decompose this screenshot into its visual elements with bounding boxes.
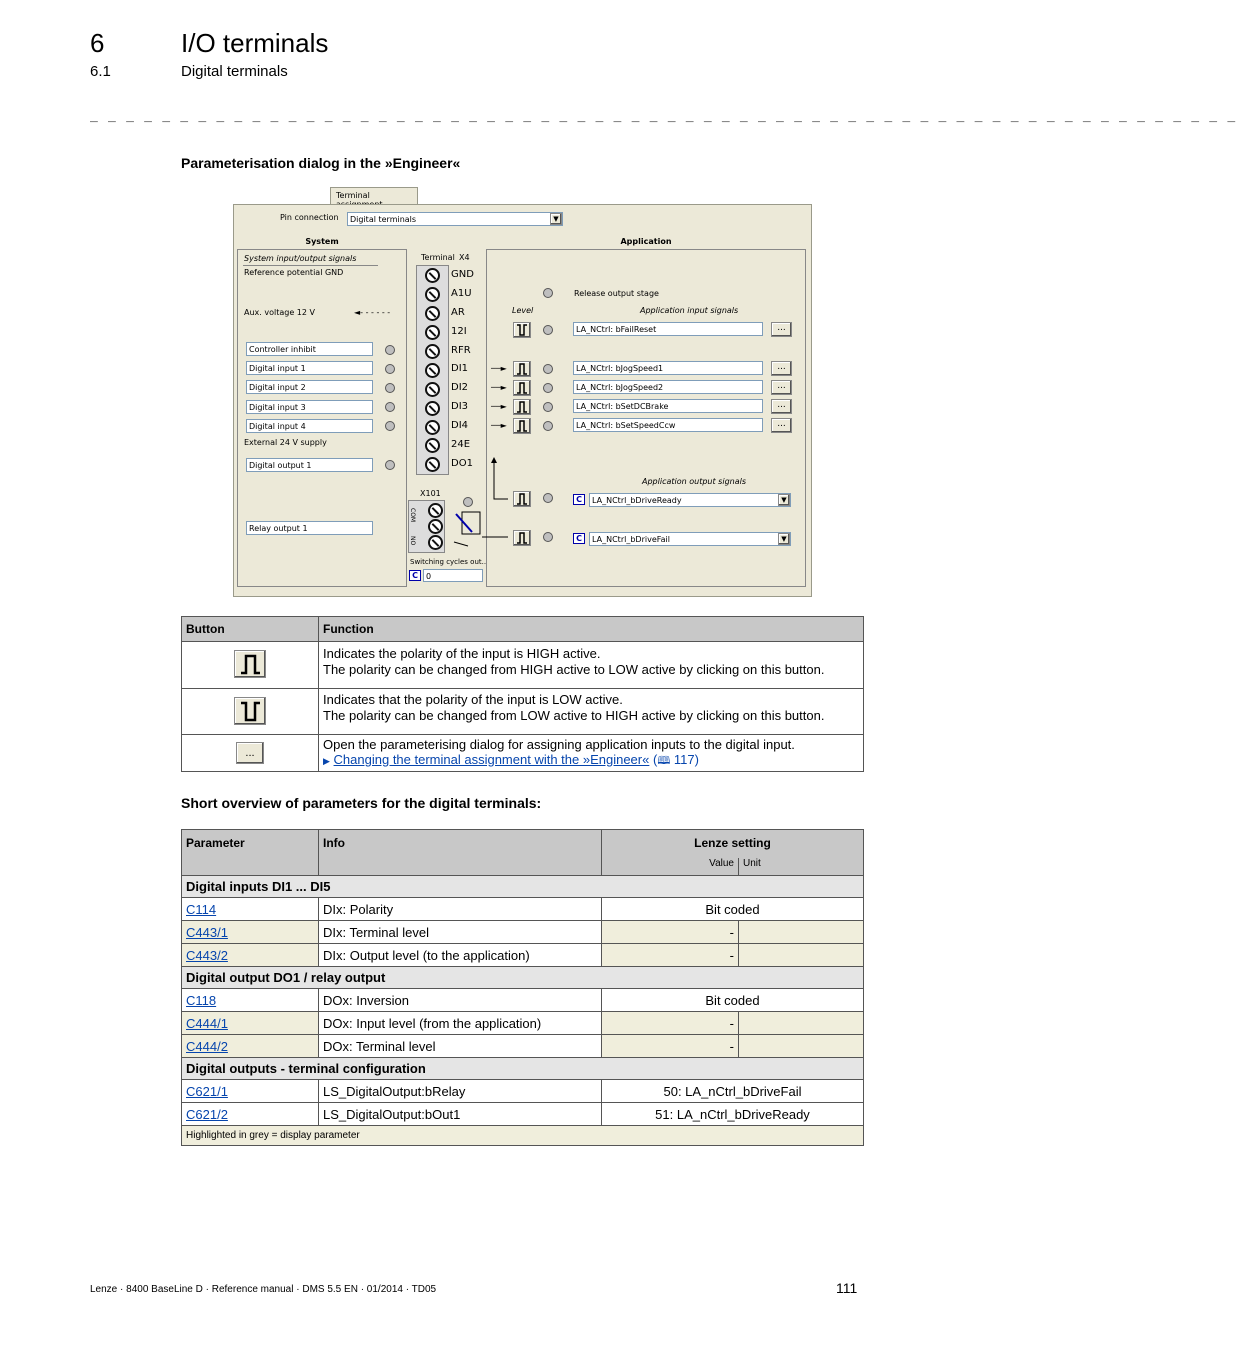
parameter-link[interactable]: C443/2 bbox=[186, 947, 228, 963]
parameter-info-cell: DIx: Output level (to the application) bbox=[319, 944, 602, 967]
c-code-icon[interactable]: C bbox=[573, 494, 585, 505]
status-led bbox=[543, 493, 553, 503]
low-active-button[interactable] bbox=[513, 322, 531, 338]
parameter-code-cell bbox=[182, 1035, 319, 1058]
c-code-icon[interactable]: C bbox=[409, 570, 421, 581]
lenze-setting-cell: 50: LA_nCtrl_bDriveFail bbox=[602, 1080, 864, 1103]
parameter-info-cell: LS_DigitalOutput:bRelay bbox=[319, 1080, 602, 1103]
status-led bbox=[543, 364, 553, 374]
terminal-screw-icon bbox=[428, 535, 443, 550]
status-led bbox=[543, 532, 553, 542]
app-input-field: LA_NCtrl: bJogSpeed1 bbox=[573, 361, 763, 375]
x101-label: X101 bbox=[420, 489, 441, 498]
pin-connection-value: Digital terminals bbox=[350, 215, 417, 224]
button-cell bbox=[182, 689, 319, 735]
page-ref[interactable]: 117 bbox=[670, 752, 695, 767]
terminal-do1: DO1 bbox=[451, 458, 473, 469]
triangle-right-icon: ▶ bbox=[323, 756, 330, 766]
status-led bbox=[543, 383, 553, 393]
button-cell bbox=[182, 642, 319, 689]
arrow-left-icon: ◄- - - - - - bbox=[354, 308, 391, 317]
terminal-di3: DI3 bbox=[451, 401, 469, 412]
app-output-value: LA_NCtrl_bDriveReady bbox=[592, 496, 682, 505]
parameter-table bbox=[181, 829, 864, 1146]
high-active-icon bbox=[514, 381, 530, 395]
section-number: 6.1 bbox=[90, 63, 111, 80]
chapter-number: 6 bbox=[90, 28, 105, 58]
terminal-screw-icon bbox=[425, 382, 440, 397]
parameter-info-cell: DOx: Terminal level bbox=[319, 1035, 602, 1058]
app-output-select[interactable] bbox=[589, 532, 791, 546]
app-output-value: LA_NCtrl_bDriveFail bbox=[592, 535, 670, 544]
parameter-link[interactable]: C118 bbox=[186, 992, 217, 1008]
status-led bbox=[385, 345, 395, 355]
link-paren-close: ) bbox=[694, 752, 699, 767]
table-row bbox=[182, 1080, 864, 1103]
col-unit: Unit bbox=[739, 858, 864, 876]
terminal-label: Terminal bbox=[421, 253, 455, 262]
parameter-info-cell: DIx: Terminal level bbox=[319, 921, 602, 944]
terminal-24e: 24E bbox=[451, 439, 471, 450]
status-led bbox=[385, 364, 395, 374]
terminal-screw-icon bbox=[425, 268, 440, 283]
function-line: Open the parameterising dialog for assigning application inputs to the digital input. bbox=[323, 737, 795, 752]
status-led bbox=[385, 402, 395, 412]
low-active-icon bbox=[514, 323, 530, 337]
system-title: System bbox=[305, 237, 339, 246]
lenze-unit-cell bbox=[739, 921, 864, 944]
parameter-code-cell bbox=[182, 944, 319, 967]
terminal-screw-icon bbox=[425, 457, 440, 472]
app-input-field: LA_NCtrl: bSetSpeedCcw bbox=[573, 418, 763, 432]
terminal-di1: DI1 bbox=[451, 363, 469, 374]
lenze-unit-cell bbox=[739, 1012, 864, 1035]
level-label: Level bbox=[512, 306, 534, 315]
parameter-link[interactable]: C621/1 bbox=[186, 1083, 228, 1099]
app-input-field: LA_NCtrl: bSetDCBrake bbox=[573, 399, 763, 413]
chevron-down-icon[interactable]: ▼ bbox=[778, 533, 790, 545]
system-signals-label: System input/output signals bbox=[244, 254, 357, 263]
ref-gnd-label: Reference potential GND bbox=[244, 268, 344, 277]
app-input-field: LA_NCtrl: bFailReset bbox=[573, 322, 763, 336]
low-active-button-icon bbox=[234, 697, 266, 725]
table-row bbox=[182, 989, 864, 1012]
high-active-button[interactable] bbox=[513, 380, 531, 396]
app-output-select[interactable] bbox=[589, 493, 791, 507]
terminal-di2: DI2 bbox=[451, 382, 469, 393]
status-led bbox=[463, 497, 473, 507]
col-parameter: Parameter bbox=[182, 830, 319, 876]
group-header: Digital output DO1 / relay output bbox=[182, 967, 864, 989]
group-header: Digital inputs DI1 ... DI5 bbox=[182, 876, 864, 898]
col-value: Value bbox=[602, 858, 739, 876]
high-active-icon bbox=[514, 400, 530, 414]
arrow-right-icon: ──► bbox=[491, 402, 507, 411]
lenze-value-cell: - bbox=[602, 1012, 739, 1035]
overview-heading: Short overview of parameters for the digital terminals: bbox=[181, 795, 542, 811]
high-active-button[interactable] bbox=[513, 361, 531, 377]
table-row bbox=[182, 944, 864, 967]
table-row bbox=[182, 921, 864, 944]
parameter-link[interactable]: C114 bbox=[186, 901, 217, 917]
group-header: Digital outputs - terminal configuration bbox=[182, 1058, 864, 1080]
switching-cycles-value: 0 bbox=[423, 569, 483, 582]
book-icon: 🕮 bbox=[657, 755, 671, 767]
output-wiring bbox=[480, 455, 510, 545]
terminal-gnd: GND bbox=[451, 269, 474, 280]
button-cell bbox=[182, 735, 319, 772]
x4-label: X4 bbox=[459, 253, 470, 262]
high-active-icon bbox=[514, 531, 530, 545]
parameter-link[interactable]: C444/2 bbox=[186, 1038, 228, 1054]
parameter-code-cell bbox=[182, 921, 319, 944]
app-input-signals-label: Application input signals bbox=[640, 306, 739, 315]
high-active-button[interactable] bbox=[513, 399, 531, 415]
terminal-screw-icon bbox=[425, 438, 440, 453]
high-active-icon bbox=[514, 492, 530, 506]
terminal-screw-icon bbox=[425, 287, 440, 302]
parameter-link[interactable]: C444/1 bbox=[186, 1015, 228, 1031]
high-active-icon bbox=[514, 362, 530, 376]
status-led bbox=[543, 421, 553, 431]
pin-connection-select[interactable] bbox=[347, 212, 563, 226]
table-row bbox=[182, 898, 864, 921]
chevron-down-icon[interactable]: ▼ bbox=[778, 494, 790, 506]
parameter-code-cell bbox=[182, 898, 319, 921]
parameter-info-cell: LS_DigitalOutput:bOut1 bbox=[319, 1103, 602, 1126]
parameter-code-cell bbox=[182, 1012, 319, 1035]
parameter-code-cell bbox=[182, 1080, 319, 1103]
arrow-right-icon: ──► bbox=[491, 364, 507, 373]
terminal-screw-icon bbox=[425, 325, 440, 340]
arrow-right-icon: ──► bbox=[491, 383, 507, 392]
table-row bbox=[182, 1012, 864, 1035]
lenze-value-cell: - bbox=[602, 944, 739, 967]
sys-field-digital-input-4: Digital input 4 bbox=[246, 419, 373, 433]
col-button: Button bbox=[182, 617, 319, 642]
app-output-signals-label: Application output signals bbox=[642, 477, 747, 486]
sys-field-digital-input-2: Digital input 2 bbox=[246, 380, 373, 394]
high-active-button[interactable] bbox=[513, 530, 531, 546]
aux-voltage-label: Aux. voltage 12 V bbox=[244, 308, 315, 317]
terminal-ar: AR bbox=[451, 307, 465, 318]
lenze-unit-cell bbox=[739, 944, 864, 967]
cross-reference bbox=[323, 752, 859, 769]
col-info: Info bbox=[319, 830, 602, 876]
ellipsis-button[interactable]: ... bbox=[771, 361, 792, 376]
table-row bbox=[182, 1103, 864, 1126]
application-title: Application bbox=[620, 237, 672, 246]
chapter-title: I/O terminals bbox=[181, 28, 329, 58]
parameter-code-cell bbox=[182, 1103, 319, 1126]
status-led bbox=[385, 383, 395, 393]
function-cell bbox=[319, 735, 864, 772]
col-lenze-setting: Lenze setting bbox=[602, 830, 864, 858]
terminal-rfr: RFR bbox=[451, 345, 471, 356]
section-title: Digital terminals bbox=[181, 63, 288, 80]
relay-pin-no: NO bbox=[409, 536, 416, 546]
sys-field-digital-output-1: Digital output 1 bbox=[246, 458, 373, 472]
relay-contact-icon bbox=[448, 508, 484, 550]
release-output-label: Release output stage bbox=[574, 289, 659, 298]
high-active-icon bbox=[514, 419, 530, 433]
pin-connection-label: Pin connection bbox=[280, 213, 339, 222]
high-active-button[interactable] bbox=[513, 418, 531, 434]
function-cell bbox=[319, 689, 864, 735]
ellipsis-button[interactable]: ... bbox=[771, 380, 792, 395]
terminal-screw-icon bbox=[425, 420, 440, 435]
high-active-button[interactable] bbox=[513, 491, 531, 507]
parameter-info-cell: DOx: Input level (from the application) bbox=[319, 1012, 602, 1035]
parameter-link[interactable]: C621/2 bbox=[186, 1106, 228, 1122]
function-cell bbox=[319, 642, 864, 689]
sys-field-controller-inhibit: Controller inhibit bbox=[246, 342, 373, 356]
footer-text: Lenze · 8400 BaseLine D · Reference manual · DMS 5.5 EN · 01/2014 · TD05 bbox=[90, 1284, 437, 1295]
sys-field-digital-input-1: Digital input 1 bbox=[246, 361, 373, 375]
ellipsis-button[interactable]: ... bbox=[771, 399, 792, 414]
ellipsis-button[interactable]: ... bbox=[771, 322, 792, 337]
c-code-icon[interactable]: C bbox=[573, 533, 585, 544]
parameter-code-cell bbox=[182, 989, 319, 1012]
status-led bbox=[385, 421, 395, 431]
high-active-button-icon bbox=[234, 650, 266, 678]
lenze-unit-cell bbox=[739, 1035, 864, 1058]
status-led bbox=[543, 402, 553, 412]
terminal-screw-icon bbox=[425, 344, 440, 359]
parameter-info-cell: DOx: Inversion bbox=[319, 989, 602, 1012]
function-line: Indicates that the polarity of the input is LOW active. bbox=[323, 692, 623, 707]
header-rule: _ _ _ _ _ _ _ _ _ _ _ _ _ _ _ _ _ _ _ _ _ _ _ _ _ _ _ _ _ _ _ _ _ _ _ _ _ _ _ _ _ _ _ _ _ _ _ _ _ _ _ _ _ _ _ _ _ _ _ _ _ _ _ _ bbox=[90, 108, 1236, 123]
status-led bbox=[543, 325, 553, 335]
terminal-screw-icon bbox=[425, 306, 440, 321]
link-paren-open: ( bbox=[649, 752, 658, 767]
sys-field-digital-input-3: Digital input 3 bbox=[246, 400, 373, 414]
app-input-field: LA_NCtrl: bJogSpeed2 bbox=[573, 380, 763, 394]
terminal-screw-icon bbox=[428, 503, 443, 518]
ext-24v-label: External 24 V supply bbox=[244, 438, 327, 447]
page-number: 111 bbox=[836, 1280, 858, 1296]
lenze-value-cell: - bbox=[602, 1035, 739, 1058]
sys-field-relay-output-1: Relay output 1 bbox=[246, 521, 373, 535]
system-panel bbox=[237, 249, 407, 587]
ellipsis-button[interactable]: ... bbox=[771, 418, 792, 433]
terminal-assignment-link[interactable]: Changing the terminal assignment with the »Engineer« bbox=[333, 752, 650, 767]
tab-terminal-assignment[interactable]: Terminal bbox=[330, 187, 418, 204]
button-table bbox=[181, 616, 864, 772]
terminal-a1u: A1U bbox=[451, 288, 472, 299]
ellipsis-button: ... bbox=[236, 742, 264, 764]
arrow-right-icon: ──► bbox=[491, 421, 507, 430]
parameter-info-cell: DIx: Polarity bbox=[319, 898, 602, 921]
status-led bbox=[385, 460, 395, 470]
display-parameter-note: Highlighted in grey = display parameter bbox=[182, 1126, 864, 1146]
function-line: Indicates the polarity of the input is HIGH active. bbox=[323, 646, 601, 661]
status-led bbox=[543, 288, 553, 298]
lenze-setting-cell: 51: LA_nCtrl_bDriveReady bbox=[602, 1103, 864, 1126]
divider bbox=[243, 265, 378, 266]
terminal-12i: 12I bbox=[451, 326, 467, 337]
lenze-value-cell: - bbox=[602, 921, 739, 944]
switching-cycles-label: Switching cycles out.. bbox=[410, 558, 487, 566]
col-function: Function bbox=[319, 617, 864, 642]
table-row bbox=[182, 1035, 864, 1058]
lenze-setting-cell: Bit coded bbox=[602, 989, 864, 1012]
relay-pin-com: COM bbox=[409, 508, 416, 523]
terminal-screw-icon bbox=[425, 401, 440, 416]
chevron-down-icon[interactable]: ▼ bbox=[550, 213, 562, 225]
function-line: The polarity can be changed from HIGH active to LOW active by clicking on this button. bbox=[323, 662, 825, 677]
terminal-screw-icon bbox=[425, 363, 440, 378]
terminal-di4: DI4 bbox=[451, 420, 469, 431]
lenze-setting-cell: Bit coded bbox=[602, 898, 864, 921]
terminal-screw-icon bbox=[428, 519, 443, 534]
function-line: The polarity can be changed from LOW active to HIGH active by clicking on this button. bbox=[323, 708, 825, 723]
dialog-heading: Parameterisation dialog in the »Engineer« bbox=[181, 155, 461, 171]
parameter-link[interactable]: C443/1 bbox=[186, 924, 228, 940]
